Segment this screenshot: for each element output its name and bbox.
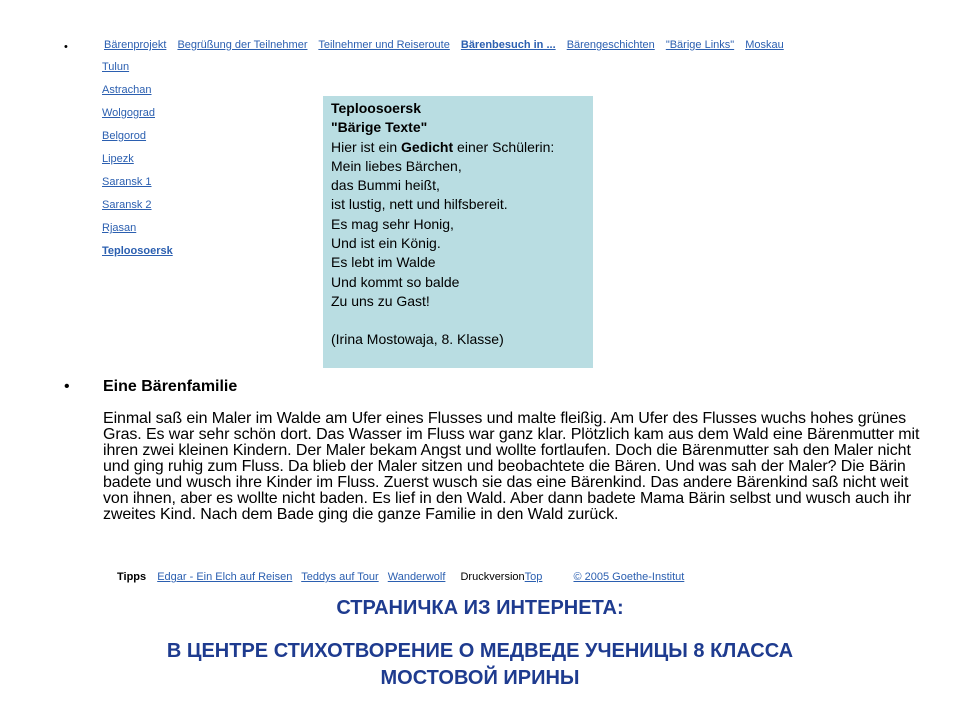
poem-line: Mein liebes Bärchen, xyxy=(331,157,462,174)
city-link-lipezk[interactable]: Lipezk xyxy=(102,153,134,165)
city-link-saransk-1[interactable]: Saransk 1 xyxy=(102,176,152,188)
caption-heading: СТРАНИЧКА ИЗ ИНТЕРНЕТА: xyxy=(336,597,624,619)
city-link-saransk-2[interactable]: Saransk 2 xyxy=(102,199,152,211)
poem-line: das Bummi heißt, xyxy=(331,177,440,194)
druckversion-label: Druckversion xyxy=(460,571,525,583)
nav-link-moskau[interactable]: Moskau xyxy=(745,39,784,51)
poem-line: Zu uns zu Gast! xyxy=(331,292,430,309)
city-link-teploosoersk[interactable]: Teploosoersk xyxy=(102,245,173,257)
link-top[interactable]: Top xyxy=(524,571,543,583)
city-link-rjasan[interactable]: Rjasan xyxy=(102,222,137,234)
city-link-wolgograd[interactable]: Wolgograd xyxy=(102,107,155,119)
city-link-tulun[interactable]: Tulun xyxy=(102,61,130,73)
caption-description-line1: В ЦЕНТРЕ СТИХОТВОРЕНИЕ О МЕДВЕДЕ УЧЕНИЦЫ 8 КЛАССА xyxy=(166,640,794,662)
nav-link-begruessung[interactable]: Begrüßung der Teilnehmer xyxy=(177,39,308,51)
bullet-icon: • xyxy=(64,378,70,395)
poem-section-title: "Bärige Texte" xyxy=(331,119,428,136)
poem-line: Und ist ein König. xyxy=(331,235,441,252)
poem-intro xyxy=(331,138,593,157)
link-teddys-auf-tour[interactable]: Teddys auf Tour xyxy=(301,571,379,583)
poem-intro-after: einer Schülerin: xyxy=(453,138,555,155)
nav-link-teilnehmer[interactable]: Teilnehmer und Reiseroute xyxy=(318,39,450,51)
caption-description-line2: МОСТОВОЙ ИРИНЫ xyxy=(380,667,580,689)
tipps-label: Tipps xyxy=(117,571,147,583)
article-text: Einmal saß ein Maler im Walde am Ufer eines Flusses und malte fleißig. Am Ufer des Flusses wuchs hohes grünes Gras. Es war sehr schön dort. Das Wasser im Fluss war ganz klar. Plötzlich kam aus dem Wald eine Bärenmutter mit ihren zwei kleinen Kindern. Der Maler bekam Angst und wollte fortlaufen. Doch die Bärenmutter sah den Maler nicht und ging ruhig zum Fluss. Da blieb der Maler sitzen und beobachtete die Bären. Und was sah der Maler? Die Bärin badete und wusch ihre Kinder im Fluss. Zuerst wusch sie das eine Bärenkind. Das andere Bärenkind saß nicht weit von ihnen, aber es wollte nicht baden. Es lief in den Wald. Aber dann badete Mama Bärin selbst und wusch auch ihr zweites Kind. Nach dem Bade ging die ganze Familie in den Wald zurück. xyxy=(103,410,920,523)
link-edgar-elch[interactable]: Edgar - Ein Elch auf Reisen xyxy=(157,571,293,583)
link-wanderwolf[interactable]: Wanderwolf xyxy=(387,571,446,583)
nav-link-baerige-links[interactable]: "Bärige Links" xyxy=(665,39,735,51)
nav-link-baerenprojekt[interactable]: Bärenprojekt xyxy=(104,39,167,51)
poem-city-title: Teploosoersk xyxy=(331,100,421,116)
poem-line: ist lustig, nett und hilfsbereit. xyxy=(331,196,508,213)
article-title: Eine Bärenfamilie xyxy=(103,378,238,395)
bullet-icon: • xyxy=(64,41,68,53)
poem-line: Es mag sehr Honig, xyxy=(331,215,454,232)
city-navigation xyxy=(102,61,173,268)
poem-author: (Irina Mostowaja, 8. Klasse) xyxy=(331,331,504,348)
poem-intro-before: Hier ist ein xyxy=(331,138,402,155)
article xyxy=(103,377,923,523)
nav-link-baerenbesuch[interactable]: Bärenbesuch in ... xyxy=(460,39,556,51)
footer-links xyxy=(117,571,690,583)
poem-intro-bold: Gedicht xyxy=(401,138,454,155)
city-link-astrachan[interactable]: Astrachan xyxy=(102,84,152,96)
city-link-belgorod[interactable]: Belgorod xyxy=(102,130,147,142)
poem-line: Es lebt im Walde xyxy=(331,254,436,271)
link-copyright[interactable]: © 2005 Goethe-Institut xyxy=(573,571,685,583)
poem-line: Und kommt so balde xyxy=(331,273,460,290)
top-navigation xyxy=(104,39,792,51)
nav-link-baerengeschichten[interactable]: Bärengeschichten xyxy=(566,39,655,51)
poem-box xyxy=(323,96,593,368)
